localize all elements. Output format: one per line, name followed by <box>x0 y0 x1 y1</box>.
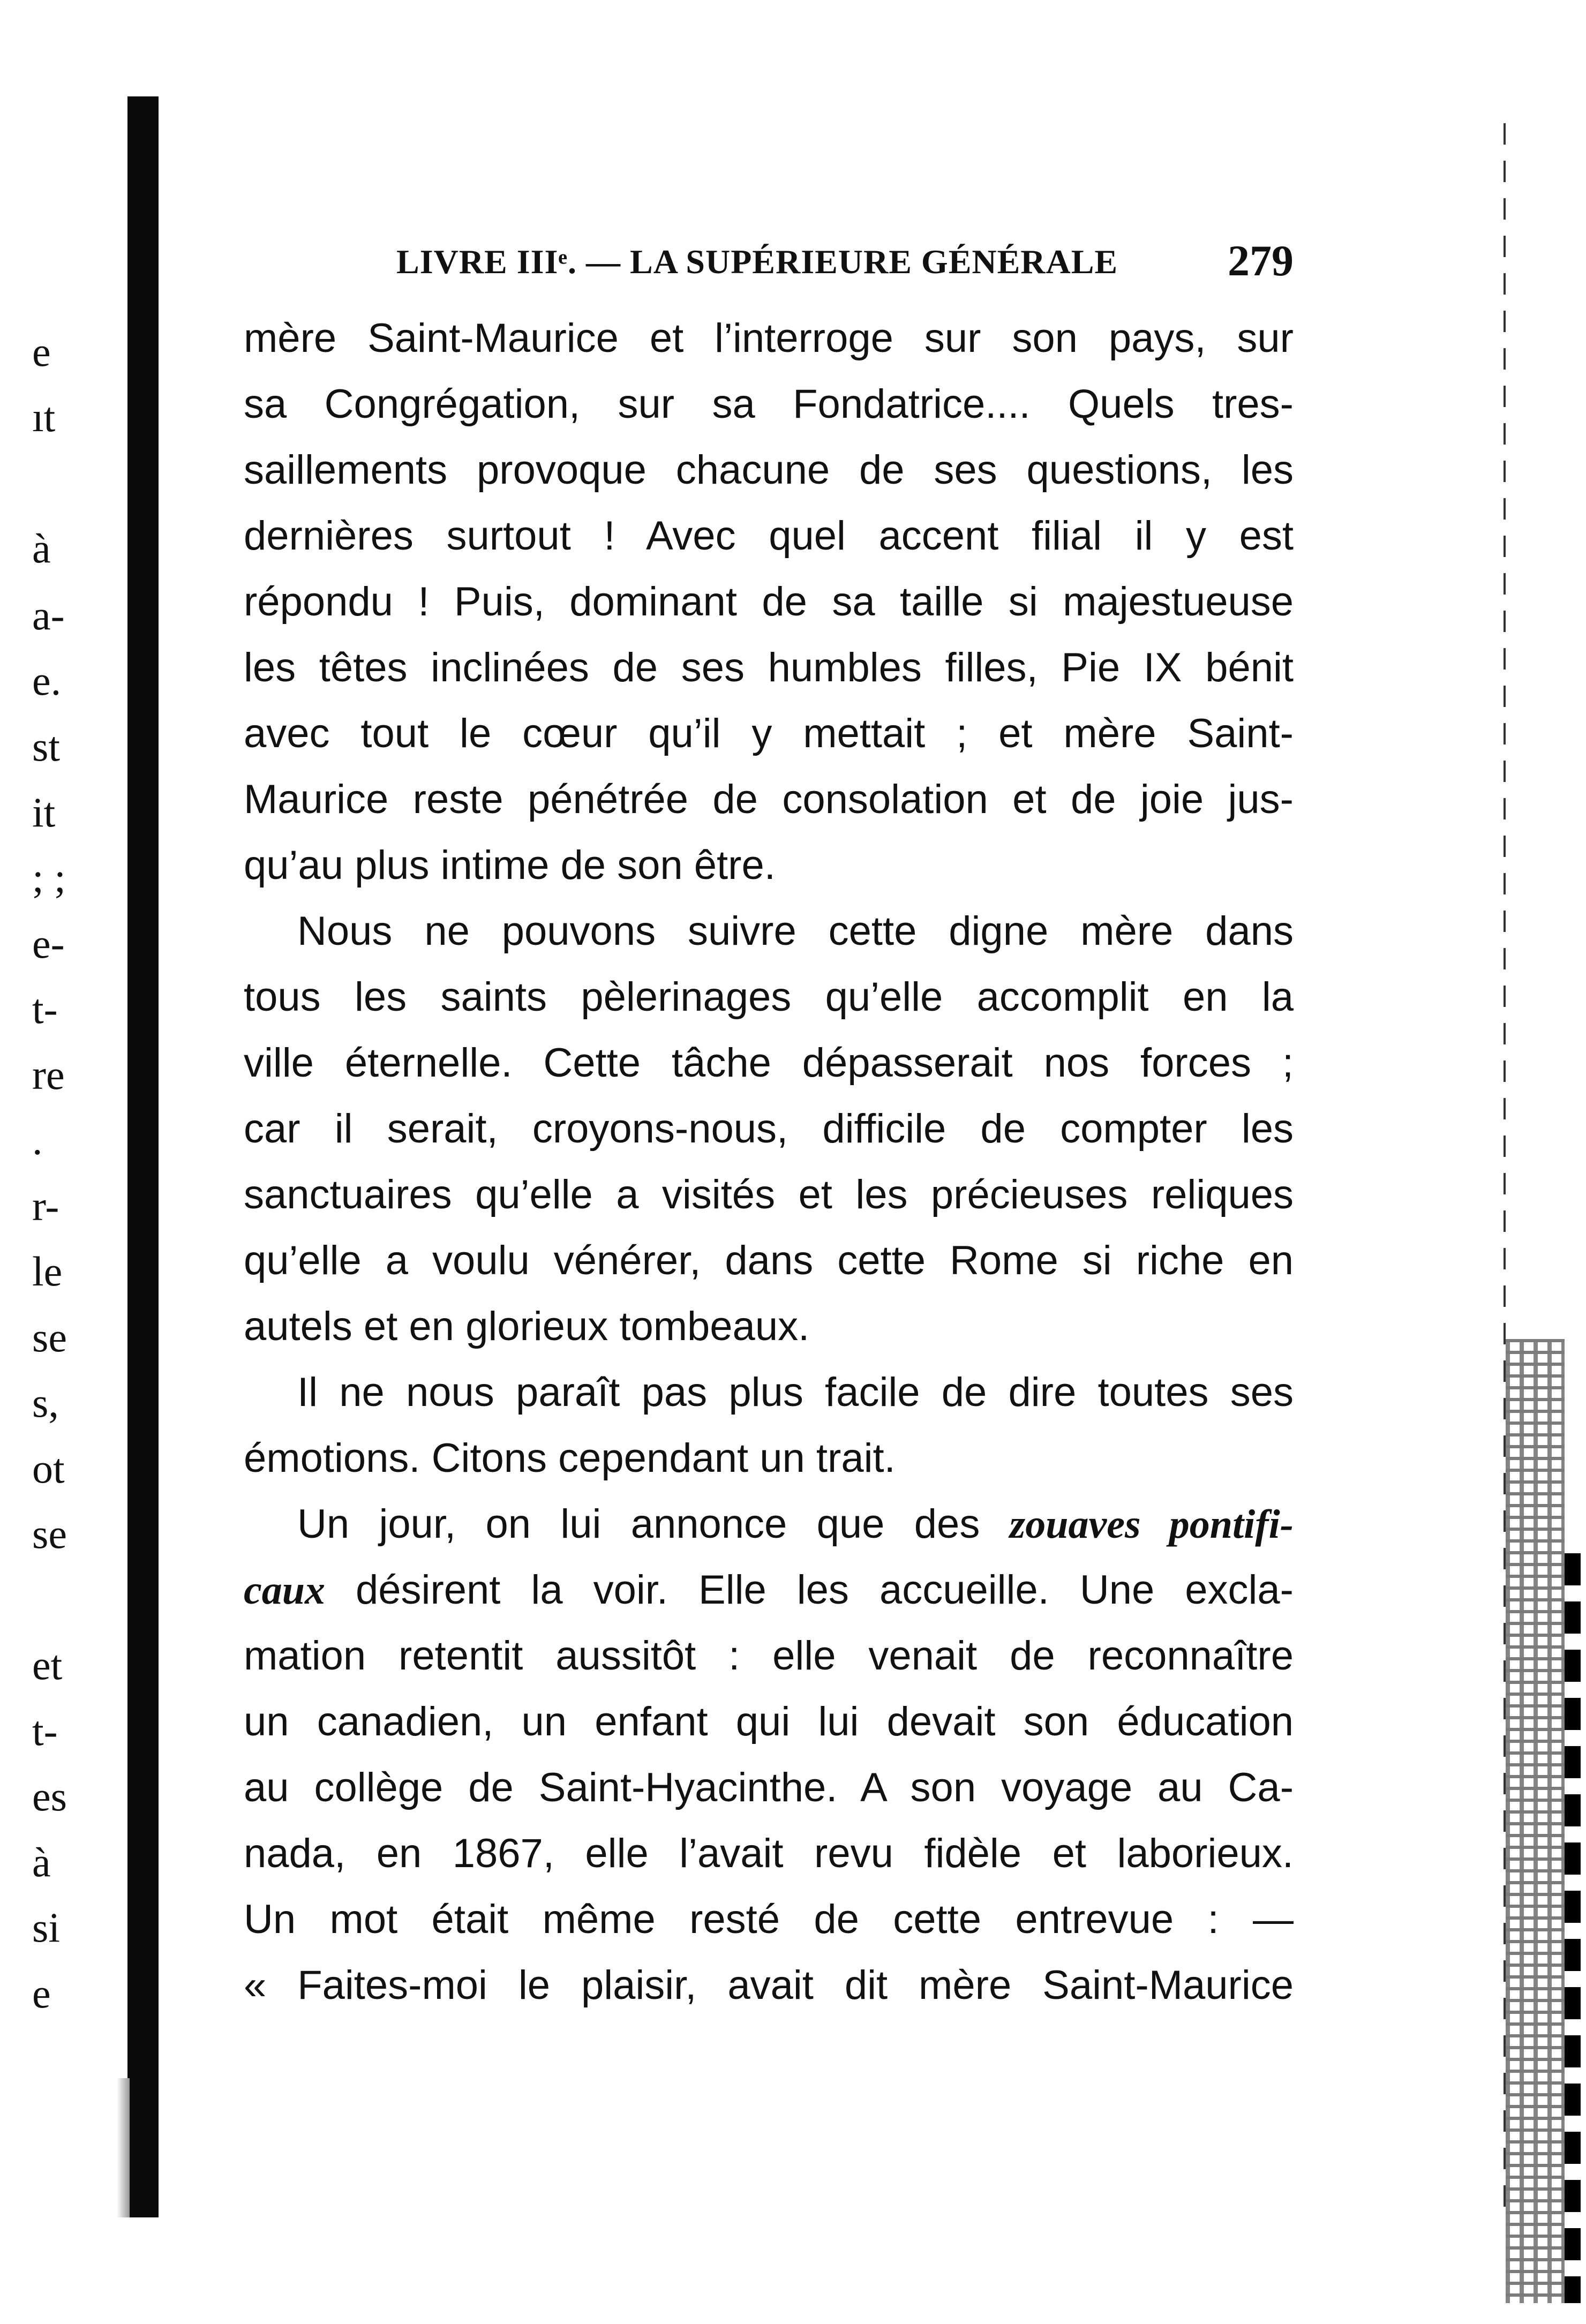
paragraph <box>244 1491 1294 2018</box>
margin-fragment: le <box>32 1248 63 1295</box>
text-line: sanctuaires qu’elle a visités et les précieuses reliques <box>244 1172 1294 1217</box>
book-page <box>244 236 1294 2018</box>
text-line: émotions. Citons cependant un trait. <box>244 1435 896 1481</box>
text-run: Un jour, on lui annonce que des <box>297 1501 1010 1547</box>
text-line: saillements provoque chacune de ses questions, les <box>244 447 1294 493</box>
text-line: Nous ne pouvons suivre cette digne mère dans <box>297 908 1294 954</box>
adjacent-page-edge <box>0 0 123 2324</box>
margin-fragment: se <box>32 1314 67 1360</box>
margin-fragment: ; ; <box>32 854 66 901</box>
text-line: un canadien, un enfant qui lui devait son éducation <box>244 1699 1294 1744</box>
margin-fragment: e- <box>32 920 65 967</box>
text-line: sa Congrégation, sur sa Fondatrice.... Quels tres- <box>244 381 1294 427</box>
margin-fragment: e. <box>32 657 62 704</box>
text-line: ville éternelle. Cette tâche dépasserait nos forces ; <box>244 1040 1294 1086</box>
text-line: autels et en glorieux tombeaux. <box>244 1304 810 1349</box>
text-line <box>244 1557 1294 1623</box>
margin-fragment: r- <box>32 1183 59 1229</box>
text-line: nada, en 1867, elle l’avait revu fidèle et laborieux. <box>244 1831 1294 1876</box>
margin-fragment: ıt <box>32 394 56 440</box>
page-body <box>244 305 1294 2018</box>
italic-text: zouaves pontifi- <box>1009 1502 1294 1547</box>
margin-fragment: e <box>32 328 51 375</box>
text-line: « Faites-moi le plaisir, avait dit mère Saint-Maurice <box>244 1962 1294 2008</box>
margin-fragment: . <box>32 1117 43 1163</box>
paragraph <box>244 1359 1294 1491</box>
margin-fragment: e <box>32 1970 51 2017</box>
text-line: les têtes inclinées de ses humbles filles, Pie IX bénit <box>244 645 1294 690</box>
text-line: dernières surtout ! Avec quel accent filial il y est <box>244 513 1294 559</box>
text-line: mation retentit aussitôt : elle venait de reconnaître <box>244 1633 1294 1679</box>
margin-fragment: se <box>32 1510 67 1557</box>
text-line: Un mot était même resté de cette entrevue : — <box>244 1897 1294 1942</box>
text-run: désirent la voir. Elle les accueille. Une excla- <box>325 1567 1294 1613</box>
margin-fragment: es <box>32 1773 67 1819</box>
text-line: avec tout le cœur qu’il y mettait ; et mère Saint- <box>244 711 1294 756</box>
text-line: qu’au plus intime de son être. <box>244 843 776 888</box>
paragraph <box>244 898 1294 1359</box>
text-line: Maurice reste pénétrée de consolation et de joie jus- <box>244 777 1294 822</box>
scan-edge-bars <box>1565 1553 1581 2303</box>
text-line: Il ne nous paraît pas plus facile de dire toutes ses <box>297 1370 1294 1415</box>
margin-fragment: à <box>32 525 51 571</box>
text-line: mère Saint-Maurice et l’interroge sur son pays, sur <box>244 315 1294 361</box>
margin-fragment: si <box>32 1904 61 1951</box>
margin-fragment: st <box>32 723 61 770</box>
margin-fragment: et <box>32 1642 63 1688</box>
page-header <box>244 236 1294 305</box>
text-line: qu’elle a voulu vénérer, dans cette Rome si riche en <box>244 1238 1294 1283</box>
text-line <box>244 1491 1294 1557</box>
scan-edge-noise <box>1468 107 1586 2303</box>
italic-text: caux <box>244 1568 325 1613</box>
running-head: LIVRE IIIᵉ. — LA SUPÉRIEURE GÉNÉRALE <box>396 243 1118 281</box>
text-line: car il serait, croyons-nous, difficile de compter les <box>244 1106 1294 1152</box>
margin-fragment: à <box>32 1839 51 1885</box>
margin-fragment: t- <box>32 986 58 1032</box>
scan-edge-artifact <box>1506 1339 1565 2303</box>
book-gutter-shadow <box>127 96 159 2217</box>
margin-fragment: t- <box>32 1708 58 1754</box>
margin-fragment: a- <box>32 592 65 638</box>
margin-fragment: re <box>32 1051 65 1098</box>
text-line: au collège de Saint-Hyacinthe. A son voyage au Ca- <box>244 1765 1294 1810</box>
margin-fragment: it <box>32 789 56 836</box>
paragraph <box>244 305 1294 898</box>
margin-fragment: ot <box>32 1445 65 1492</box>
page-number: 279 <box>1228 236 1294 285</box>
text-line: répondu ! Puis, dominant de sa taille si majestueuse <box>244 579 1294 625</box>
text-line: tous les saints pèlerinages qu’elle accomplit en la <box>244 974 1294 1020</box>
margin-fragment: s, <box>32 1379 59 1426</box>
